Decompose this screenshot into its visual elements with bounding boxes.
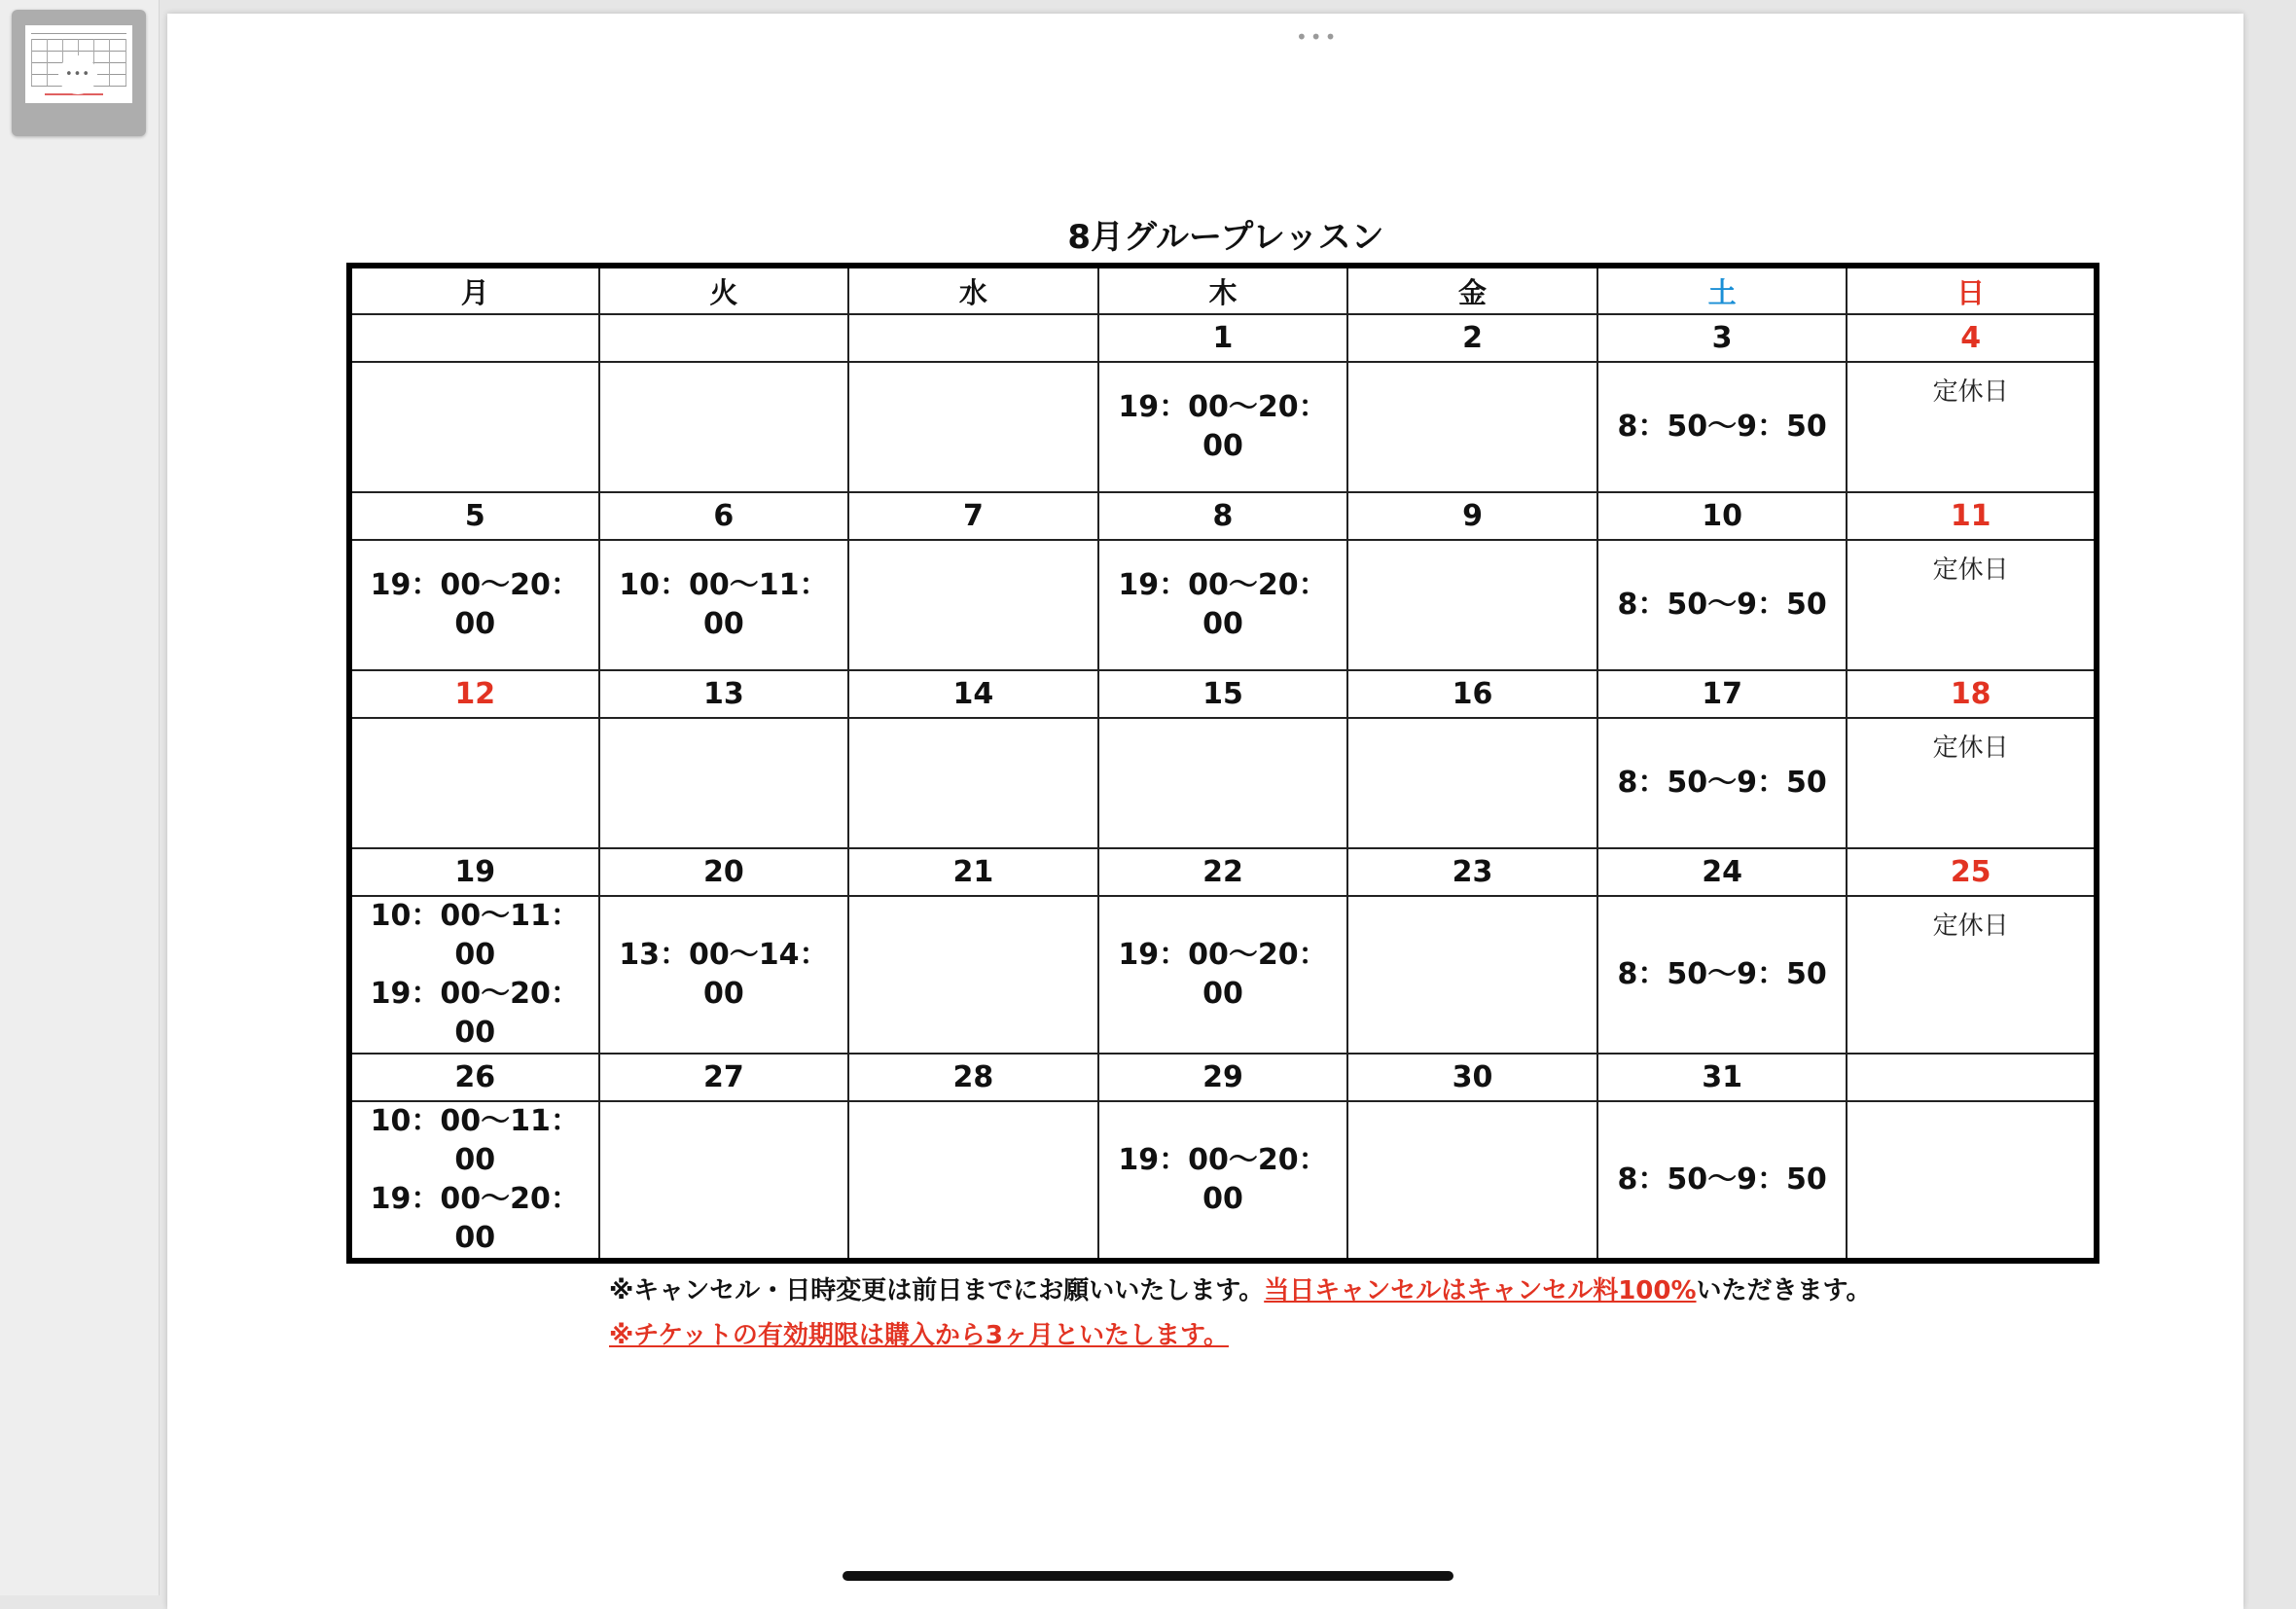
date-cell: 24 bbox=[1597, 848, 1848, 896]
lesson-cell bbox=[599, 362, 849, 492]
lesson-cell bbox=[848, 896, 1098, 1054]
lesson-cell bbox=[1847, 896, 2097, 1054]
lesson-cell bbox=[1597, 1101, 1848, 1261]
date-cell: 25 bbox=[1847, 848, 2097, 896]
date-cell: 1 bbox=[1098, 314, 1348, 362]
lesson-cell bbox=[349, 540, 599, 670]
date-cell: 13 bbox=[599, 670, 849, 718]
date-cell bbox=[848, 314, 1098, 362]
lesson-time: 10：00〜11：00 bbox=[370, 899, 580, 972]
lesson-cell bbox=[1847, 718, 2097, 848]
date-cell: 17 bbox=[1597, 670, 1848, 718]
weekday-header: 金 bbox=[1347, 266, 1597, 314]
closed-day-label: 定休日 bbox=[1932, 912, 2009, 941]
thumbnail-more-icon[interactable]: ••• bbox=[58, 55, 97, 94]
lesson-cell bbox=[848, 540, 1098, 670]
date-cell: 4 bbox=[1847, 314, 2097, 362]
date-cell: 11 bbox=[1847, 492, 2097, 540]
lesson-cell bbox=[1597, 896, 1848, 1054]
lesson-cell bbox=[1098, 362, 1348, 492]
ticket-expiry-note: ※チケットの有効期限は購入から3ヶ月といたします。 bbox=[609, 1321, 1229, 1350]
lesson-time: 19：00〜20：00 bbox=[1118, 938, 1328, 1011]
date-cell bbox=[1847, 1054, 2097, 1101]
thumbnail-sidebar bbox=[0, 0, 160, 1595]
date-cell: 6 bbox=[599, 492, 849, 540]
date-cell: 20 bbox=[599, 848, 849, 896]
lesson-cell bbox=[599, 1101, 849, 1261]
date-cell: 29 bbox=[1098, 1054, 1348, 1101]
multitask-dots-icon[interactable]: ••• bbox=[1296, 25, 1340, 49]
lesson-cell bbox=[1347, 540, 1597, 670]
lesson-time: 19：00〜20：00 bbox=[1118, 568, 1328, 641]
cancellation-fee-highlight: 当日キャンセルはキャンセル料100% bbox=[1264, 1276, 1697, 1305]
date-cell: 5 bbox=[349, 492, 599, 540]
lesson-cell bbox=[1347, 718, 1597, 848]
lesson-cell bbox=[1347, 362, 1597, 492]
date-cell: 26 bbox=[349, 1054, 599, 1101]
cancellation-note bbox=[609, 1270, 1871, 1306]
weekday-header: 土 bbox=[1597, 266, 1848, 314]
lesson-cell bbox=[1847, 540, 2097, 670]
lesson-cell bbox=[349, 896, 599, 1054]
lesson-cell bbox=[1098, 540, 1348, 670]
date-cell: 7 bbox=[848, 492, 1098, 540]
weekday-header: 火 bbox=[599, 266, 849, 314]
lesson-time: 19：00〜20：00 bbox=[370, 568, 580, 641]
weekday-header: 日 bbox=[1847, 266, 2097, 314]
date-cell: 22 bbox=[1098, 848, 1348, 896]
date-cell: 16 bbox=[1347, 670, 1597, 718]
lesson-time: 8：50〜9：50 bbox=[1617, 1162, 1827, 1197]
date-cell: 27 bbox=[599, 1054, 849, 1101]
weekday-header: 木 bbox=[1098, 266, 1348, 314]
date-cell bbox=[349, 314, 599, 362]
lesson-cell bbox=[1098, 718, 1348, 848]
lesson-cell bbox=[1098, 896, 1348, 1054]
lesson-cell bbox=[349, 718, 599, 848]
lesson-cell bbox=[1098, 1101, 1348, 1261]
lesson-cell bbox=[349, 1101, 599, 1261]
date-cell: 9 bbox=[1347, 492, 1597, 540]
calendar-table bbox=[346, 263, 2099, 1264]
lesson-cell bbox=[599, 896, 849, 1054]
date-cell: 19 bbox=[349, 848, 599, 896]
lesson-cell bbox=[848, 1101, 1098, 1261]
lesson-cell bbox=[1347, 896, 1597, 1054]
lesson-time: 8：50〜9：50 bbox=[1617, 766, 1827, 800]
lesson-cell bbox=[1847, 362, 2097, 492]
lesson-time: 19：00〜20：00 bbox=[370, 1182, 580, 1255]
lesson-cell bbox=[599, 540, 849, 670]
date-cell: 14 bbox=[848, 670, 1098, 718]
lesson-time: 19：00〜20：00 bbox=[370, 977, 580, 1050]
lesson-cell bbox=[1597, 718, 1848, 848]
date-cell: 15 bbox=[1098, 670, 1348, 718]
cancellation-note-text: ※キャンセル・日時変更は前日までにお願いいたします。 bbox=[609, 1276, 1265, 1305]
lesson-cell bbox=[848, 362, 1098, 492]
weekday-header: 水 bbox=[848, 266, 1098, 314]
date-cell: 30 bbox=[1347, 1054, 1597, 1101]
date-cell bbox=[599, 314, 849, 362]
lesson-cell bbox=[848, 718, 1098, 848]
date-cell: 3 bbox=[1597, 314, 1848, 362]
date-cell: 2 bbox=[1347, 314, 1597, 362]
date-cell: 31 bbox=[1597, 1054, 1848, 1101]
weekday-header: 月 bbox=[349, 266, 599, 314]
date-cell: 10 bbox=[1597, 492, 1848, 540]
lesson-cell bbox=[1597, 362, 1848, 492]
home-indicator[interactable] bbox=[843, 1571, 1453, 1581]
lesson-cell bbox=[1847, 1101, 2097, 1261]
cancellation-note-suffix: いただきます。 bbox=[1696, 1276, 1872, 1305]
page-title: 8月グループレッスン bbox=[1067, 218, 1384, 257]
lesson-cell bbox=[349, 362, 599, 492]
date-cell: 28 bbox=[848, 1054, 1098, 1101]
date-cell: 8 bbox=[1098, 492, 1348, 540]
date-cell: 23 bbox=[1347, 848, 1597, 896]
lesson-cell bbox=[1597, 540, 1848, 670]
lesson-cell bbox=[1347, 1101, 1597, 1261]
date-cell: 12 bbox=[349, 670, 599, 718]
closed-day-label: 定休日 bbox=[1932, 733, 2009, 763]
date-cell: 18 bbox=[1847, 670, 2097, 718]
closed-day-label: 定休日 bbox=[1932, 555, 2009, 585]
closed-day-label: 定休日 bbox=[1932, 377, 2009, 407]
lesson-time: 8：50〜9：50 bbox=[1617, 588, 1827, 622]
lesson-time: 13：00〜14：00 bbox=[619, 938, 829, 1011]
lesson-time: 19：00〜20：00 bbox=[1118, 1143, 1328, 1216]
lesson-time: 10：00〜11：00 bbox=[619, 568, 829, 641]
lesson-time: 8：50〜9：50 bbox=[1617, 410, 1827, 444]
date-cell: 21 bbox=[848, 848, 1098, 896]
lesson-cell bbox=[599, 718, 849, 848]
page-thumbnail[interactable] bbox=[12, 10, 146, 136]
lesson-time: 19：00〜20：00 bbox=[1118, 390, 1328, 463]
lesson-time: 8：50〜9：50 bbox=[1617, 957, 1827, 991]
lesson-time: 10：00〜11：00 bbox=[370, 1104, 580, 1177]
